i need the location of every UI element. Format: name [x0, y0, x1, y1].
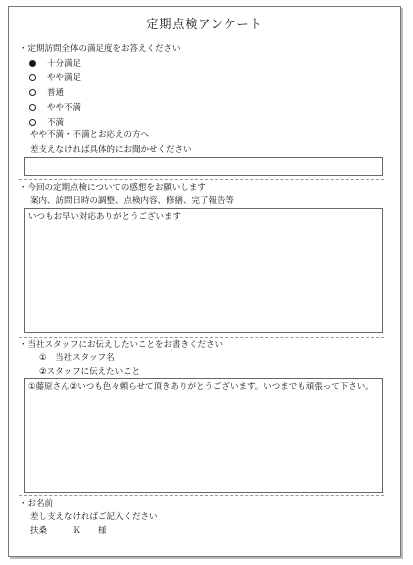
satisfaction-option-very-satisfied[interactable]	[29, 57, 81, 69]
q3-label: ・当社スタッフにお伝えしたいことをお書きください	[19, 340, 224, 350]
option-label: 普通	[47, 88, 65, 98]
radio-checked-icon[interactable]	[29, 60, 36, 67]
satisfaction-option-neutral[interactable]	[29, 86, 64, 98]
radio-unchecked-icon[interactable]	[29, 119, 36, 126]
q1-label: ・定期訪問全体の満足度をお答えください	[19, 44, 181, 54]
impression-textarea[interactable]	[24, 208, 383, 333]
survey-form	[8, 6, 401, 557]
q1-followup-request: 差支えなければ具体的にお聞かせください	[30, 145, 192, 155]
q2-hint: 案内、訪問日時の調整、点検内容、修繕、完了報告等	[30, 196, 235, 206]
divider	[19, 495, 384, 496]
q3-item-staff-name: ① 当社スタッフ名	[39, 353, 115, 363]
satisfaction-option-somewhat-satisfied[interactable]	[29, 71, 81, 83]
q1-followup-note: やや不満・不満とお応えの方へ	[30, 130, 150, 140]
dissatisfaction-detail-value	[25, 158, 382, 162]
option-label: やや不満	[47, 103, 82, 113]
impression-value: いつもお早い対応ありがとうございます	[28, 212, 182, 222]
satisfaction-option-somewhat-dissatisfied[interactable]	[29, 101, 81, 113]
radio-unchecked-icon[interactable]	[29, 104, 36, 111]
name-field-value[interactable]: 扶桑 Ｋ 様	[30, 526, 107, 536]
staff-message-textarea[interactable]	[24, 378, 383, 493]
radio-unchecked-icon[interactable]	[29, 89, 36, 96]
option-label: 不満	[47, 118, 65, 128]
form-title: 定期点検アンケート	[146, 17, 263, 31]
satisfaction-option-dissatisfied[interactable]	[29, 116, 64, 128]
q4-label: ・お名前	[19, 499, 54, 509]
option-label: 十分満足	[47, 59, 82, 69]
divider	[19, 337, 384, 338]
q3-item-message: ②スタッフに伝えたいこと	[39, 367, 141, 377]
staff-message-value: ①藤原さん②いつも色々頼らせて頂きありがとうございます。いつまでも頑張って下さい。	[28, 382, 374, 392]
divider	[19, 179, 384, 180]
q2-label: ・今回の定期点検についての感想をお願いします	[19, 183, 206, 193]
radio-unchecked-icon[interactable]	[29, 74, 36, 81]
q4-hint: 差し支えなければご記入ください	[30, 512, 158, 522]
option-label: やや満足	[47, 73, 82, 83]
dissatisfaction-detail-field[interactable]	[24, 157, 383, 176]
